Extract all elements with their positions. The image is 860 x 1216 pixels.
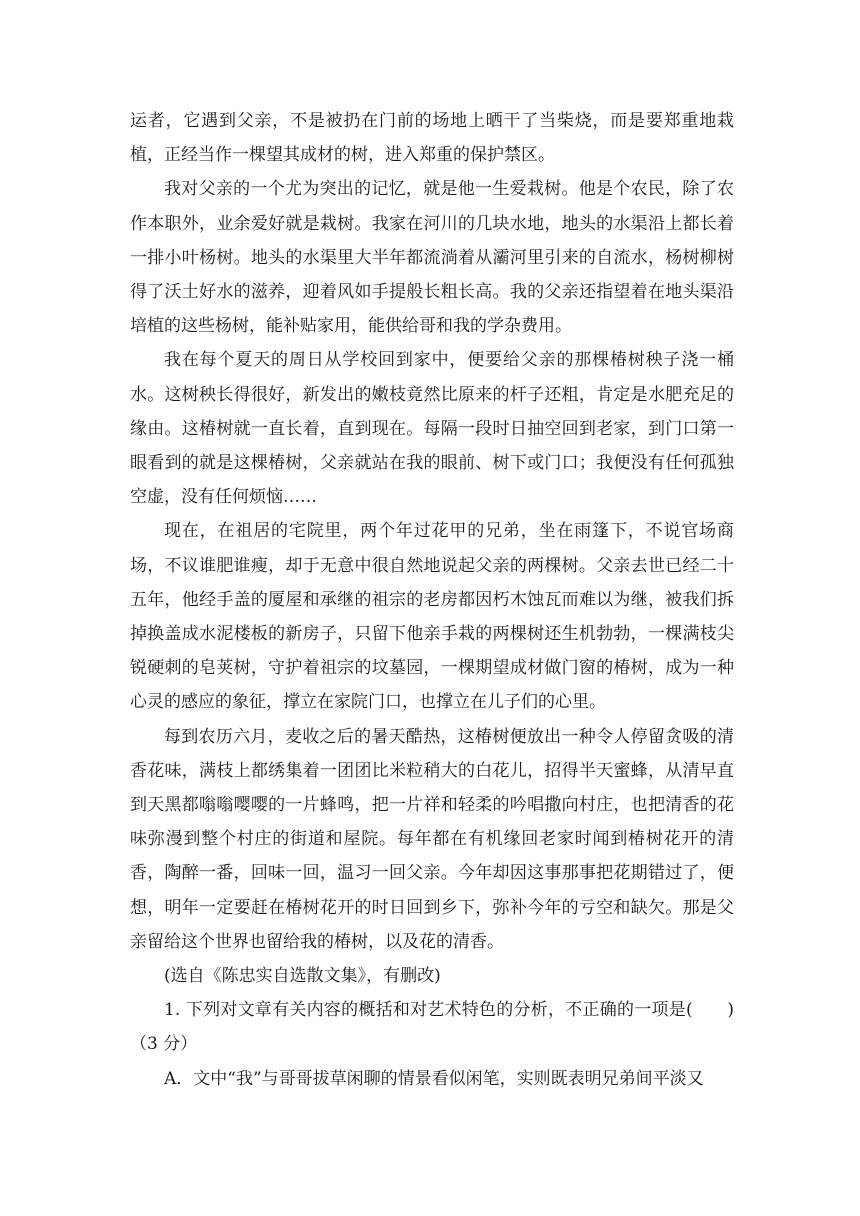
paragraph: 我对父亲的一个尤为突出的记忆，就是他一生爱栽树。他是个农民，除了农作本职外，业余爱好就是栽树。我家在河川的几块水地，地头的水渠沿上都长着一排小叶杨树。地头的水渠里大半年都流淌着从灞河里引来的自流水，杨树柳树得了沃土好水的滋养，迎着风如手提般长粗长高。我的父亲还指望着在地头渠沿培植的这些杨树，能补贴家用，能供给哥和我的学杂费用。 — [130, 179, 734, 337]
question-1: 1. 下列对文章有关内容的概括和对艺术特色的分析，不正确的一项是( )（3 分） — [130, 1000, 734, 1055]
article-body — [130, 104, 734, 1096]
option-a: A．文中“我”与哥哥拔草闲聊的情景看似闲笔，实则既表明兄弟间平淡又 — [164, 1068, 704, 1089]
paragraph: 运者，它遇到父亲，不是被扔在门前的场地上晒干了当柴烧，而是要郑重地栽植，正经当作一棵望其成材的树，进入郑重的保护禁区。 — [130, 111, 734, 166]
paragraph: 我在每个夏天的周日从学校回到家中，便要给父亲的那棵椿树秧子浇一桶水。这树秧长得很好，新发出的嫩枝竟然比原来的杆子还粗，肯定是水肥充足的缘由。这椿树就一直长着，直到现在。每隔一段时日抽空回到老家，到门口第一眼看到的就是这棵椿树，父亲就站在我的眼前、树下或门口；我便没有任何孤独空虚，没有任何烦恼…… — [130, 350, 734, 508]
source-note: (选自《陈忠实自选散文集》，有删改) — [164, 966, 441, 987]
paragraph: 现在，在祖居的宅院里，两个年过花甲的兄弟，坐在雨篷下，不说官场商场，不议谁肥谁瘦，却于无意中很自然地说起父亲的两棵树。父亲去世已经二十五年，他经手盖的厦屋和承继的祖宗的老房都因朽木蚀瓦而难以为继，被我们拆掉换盖成水泥楼板的新房子，只留下他亲手栽的两棵树还生机勃勃，一棵满枝尖锐硬刺的皂荚树，守护着祖宗的坟墓园，一棵期望成材做门窗的椿树，成为一种心灵的感应的象征，撑立在家院门口，也撑立在儿子们的心里。 — [130, 521, 734, 713]
paragraph: 每到农历六月，麦收之后的暑天酷热，这椿树便放出一种令人停留贪吸的清香花味，满枝上都绣集着一团团比米粒稍大的白花儿，招得半天蜜蜂，从清早直到天黑都嗡嗡嘤嘤的一片蜂鸣，把一片祥和轻柔的吟唱撒向村庄，也把清香的花味弥漫到整个村庄的街道和屋院。每年都在有机缘回老家时闻到椿树花开的清香，陶醉一番，回味一回，温习一回父亲。今年却因这事那事把花期错过了，便想，明年一定要赶在椿树花开的时日回到乡下，弥补今年的亏空和缺欠。那是父亲留给这个世界也留给我的椿树，以及花的清香。 — [130, 726, 734, 952]
